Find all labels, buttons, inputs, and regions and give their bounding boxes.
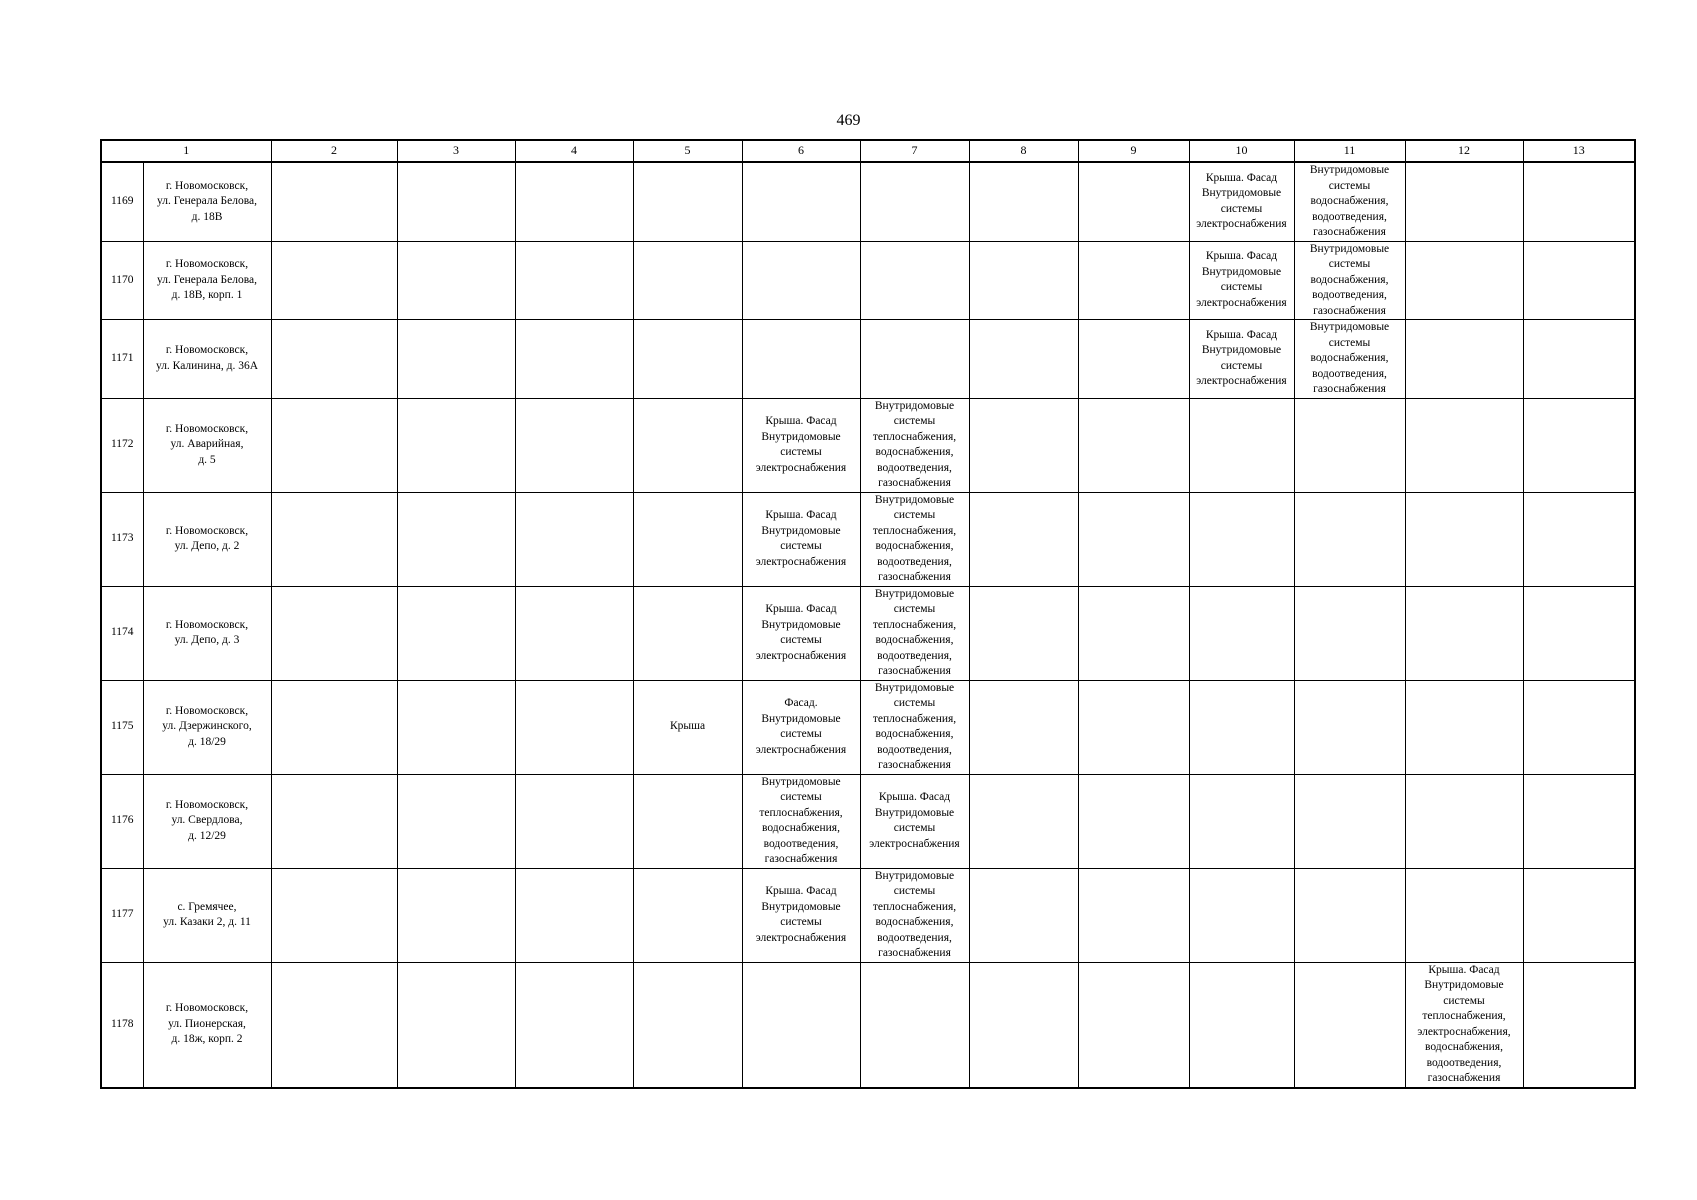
- work-cell-col-7: [860, 586, 969, 680]
- work-text: Крыша. Фасад Внутридомовые системы электроснабжения: [755, 415, 847, 474]
- work-cell-col-10: [1189, 868, 1294, 962]
- work-text: Крыша. Фасад Внутридомовые системы электроснабжения: [755, 603, 847, 662]
- work-cell-col-10: [1189, 962, 1294, 1088]
- work-cell-col-9: [1078, 586, 1189, 680]
- header-cell: 12: [1405, 140, 1523, 162]
- address-text: г. Новомосковск, ул. Аварийная, д. 5: [165, 422, 249, 466]
- work-text: Внутридомовые системы теплоснабжения, водоснабжения, водоотведения, газоснабжения: [872, 587, 957, 677]
- work-cell-col-2: [271, 241, 397, 320]
- work-cell-col-11: [1294, 492, 1405, 586]
- work-cell-col-10: [1189, 320, 1294, 399]
- work-cell-col-7: [860, 398, 969, 492]
- work-cell-col-4: [515, 962, 633, 1088]
- row-number: 1173: [101, 492, 143, 586]
- work-cell-col-4: [515, 398, 633, 492]
- work-cell-col-3: [397, 962, 515, 1088]
- work-cell-col-2: [271, 868, 397, 962]
- work-cell-col-4: [515, 680, 633, 774]
- address-cell: [143, 492, 271, 586]
- work-cell-col-13: [1523, 398, 1635, 492]
- work-cell-col-8: [969, 162, 1078, 241]
- work-cell-col-6: [742, 398, 860, 492]
- work-text: Крыша. Фасад Внутридомовые системы электроснабжения: [1196, 171, 1287, 231]
- work-cell-col-8: [969, 868, 1078, 962]
- work-cell-col-12: [1405, 398, 1523, 492]
- work-text: Крыша. Фасад Внутридомовые системы теплоснабжения, электроснабжения, водоснабжения, водоотведения, газоснабжения: [1417, 963, 1511, 1084]
- work-cell-col-7: [860, 492, 969, 586]
- work-text: Крыша. Фасад Внутридомовые системы электроснабжения: [1196, 250, 1287, 309]
- header-cell: 6: [742, 140, 860, 162]
- work-cell-col-11: [1294, 774, 1405, 868]
- work-cell-col-11: [1294, 162, 1405, 241]
- work-cell-col-4: [515, 162, 633, 241]
- row-number: 1178: [101, 962, 143, 1088]
- work-cell-col-2: [271, 680, 397, 774]
- header-cell: 1: [101, 140, 271, 162]
- work-cell-col-13: [1523, 320, 1635, 399]
- work-cell-col-6: [742, 586, 860, 680]
- work-cell-col-12: [1405, 162, 1523, 241]
- work-cell-col-3: [397, 162, 515, 241]
- work-cell-col-3: [397, 586, 515, 680]
- table-row: [101, 492, 1635, 586]
- table-row: [101, 320, 1635, 399]
- work-cell-col-12: [1405, 680, 1523, 774]
- work-cell-col-8: [969, 586, 1078, 680]
- work-cell-col-9: [1078, 162, 1189, 241]
- address-text: с. Гремячее, ул. Казаки 2, д. 11: [163, 900, 251, 928]
- work-cell-col-2: [271, 774, 397, 868]
- work-cell-col-8: [969, 962, 1078, 1088]
- work-cell-col-9: [1078, 774, 1189, 868]
- work-cell-col-8: [969, 680, 1078, 774]
- row-number: 1172: [101, 398, 143, 492]
- work-cell-col-8: [969, 774, 1078, 868]
- address-cell: [143, 962, 271, 1088]
- work-cell-col-12: [1405, 774, 1523, 868]
- work-cell-col-3: [397, 492, 515, 586]
- table-row: [101, 241, 1635, 320]
- work-cell-col-9: [1078, 680, 1189, 774]
- header-cell: 2: [271, 140, 397, 162]
- work-cell-col-12: [1405, 868, 1523, 962]
- work-text: Крыша. Фасад Внутридомовые системы электроснабжения: [1196, 328, 1287, 388]
- table-row: [101, 868, 1635, 962]
- work-cell-col-3: [397, 241, 515, 320]
- address-text: г. Новомосковск, ул. Свердлова, д. 12/29: [165, 798, 249, 842]
- header-cell: 8: [969, 140, 1078, 162]
- address-cell: [143, 241, 271, 320]
- page-number: 469: [836, 112, 861, 129]
- work-cell-col-12: [1405, 320, 1523, 399]
- work-cell-col-6: [742, 774, 860, 868]
- work-cell-col-10: [1189, 492, 1294, 586]
- work-cell-col-8: [969, 320, 1078, 399]
- work-text: Крыша. Фасад Внутридомовые системы электроснабжения: [755, 509, 847, 568]
- work-text: Внутридомовые системы теплоснабжения, водоснабжения, водоотведения, газоснабжения: [872, 399, 957, 489]
- work-cell-col-7: [860, 962, 969, 1088]
- work-cell-col-7: [860, 162, 969, 241]
- work-cell-col-8: [969, 398, 1078, 492]
- work-text: Внутридомовые системы водоснабжения, водоотведения, газоснабжения: [1309, 164, 1390, 238]
- header-cell: 3: [397, 140, 515, 162]
- work-cell-col-7: [860, 241, 969, 320]
- header-cell: 5: [633, 140, 742, 162]
- work-text: Крыша. Фасад Внутридомовые системы электроснабжения: [869, 791, 960, 850]
- work-cell-col-7: [860, 774, 969, 868]
- work-cell-col-4: [515, 241, 633, 320]
- table-row: [101, 398, 1635, 492]
- work-cell-col-11: [1294, 962, 1405, 1088]
- work-cell-col-13: [1523, 680, 1635, 774]
- work-cell-col-13: [1523, 586, 1635, 680]
- work-cell-col-2: [271, 162, 397, 241]
- work-cell-col-13: [1523, 962, 1635, 1088]
- work-cell-col-12: [1405, 492, 1523, 586]
- table-body: [101, 140, 1635, 1088]
- address-cell: [143, 680, 271, 774]
- work-cell-col-10: [1189, 774, 1294, 868]
- address-text: г. Новомосковск, ул. Депо, д. 3: [165, 618, 249, 646]
- work-cell-col-9: [1078, 868, 1189, 962]
- work-text: Внутридомовые системы теплоснабжения, водоснабжения, водоотведения, газоснабжения: [759, 775, 843, 865]
- work-cell-col-9: [1078, 320, 1189, 399]
- address-text: г. Новомосковск, ул. Дзержинского, д. 18/29: [162, 704, 252, 748]
- work-cell-col-13: [1523, 162, 1635, 241]
- address-cell: [143, 586, 271, 680]
- address-text: г. Новомосковск, ул. Генерала Белова, д. 18В: [157, 179, 257, 223]
- row-number: 1169: [101, 162, 143, 241]
- work-cell-col-13: [1523, 868, 1635, 962]
- work-cell-col-8: [969, 241, 1078, 320]
- address-cell: [143, 162, 271, 241]
- work-text: Крыша. Фасад Внутридомовые системы электроснабжения: [755, 885, 847, 944]
- address-cell: [143, 774, 271, 868]
- work-cell-col-3: [397, 398, 515, 492]
- work-cell-col-10: [1189, 586, 1294, 680]
- work-cell-col-2: [271, 586, 397, 680]
- work-cell-col-6: [742, 680, 860, 774]
- header-cell: 11: [1294, 140, 1405, 162]
- work-cell-col-6: [742, 492, 860, 586]
- work-cell-col-11: [1294, 586, 1405, 680]
- work-text: Внутридомовые системы теплоснабжения, водоснабжения, водоотведения, газоснабжения: [872, 493, 957, 583]
- work-cell-col-11: [1294, 680, 1405, 774]
- work-cell-col-9: [1078, 241, 1189, 320]
- row-number: 1171: [101, 320, 143, 399]
- work-cell-col-13: [1523, 492, 1635, 586]
- work-cell-col-3: [397, 320, 515, 399]
- work-cell-col-12: [1405, 586, 1523, 680]
- row-number: 1175: [101, 680, 143, 774]
- work-cell-col-3: [397, 680, 515, 774]
- work-cell-col-11: [1294, 398, 1405, 492]
- work-cell-col-6: [742, 962, 860, 1088]
- header-cell: 13: [1523, 140, 1635, 162]
- work-cell-col-9: [1078, 398, 1189, 492]
- work-text: Внутридомовые системы водоснабжения, водоотведения, газоснабжения: [1309, 242, 1390, 317]
- work-cell-col-10: [1189, 162, 1294, 241]
- address-cell: [143, 398, 271, 492]
- work-cell-col-4: [515, 868, 633, 962]
- work-cell-col-6: [742, 320, 860, 399]
- table-row: [101, 774, 1635, 868]
- work-cell-col-7: [860, 868, 969, 962]
- work-text: Фасад. Внутридомовые системы электроснабжения: [755, 697, 847, 756]
- work-text: Внутридомовые системы теплоснабжения, водоснабжения, водоотведения, газоснабжения: [872, 681, 957, 771]
- address-text: г. Новомосковск, ул. Генерала Белова, д. 18В, корп. 1: [157, 258, 257, 301]
- address-text: г. Новомосковск, ул. Пионерская, д. 18ж, корп. 2: [165, 1002, 249, 1046]
- address-text: г. Новомосковск, ул. Калинина, д. 36А: [155, 344, 259, 372]
- work-cell-col-10: [1189, 680, 1294, 774]
- work-cell-col-5: [633, 962, 742, 1088]
- work-cell-col-13: [1523, 241, 1635, 320]
- work-cell-col-6: [742, 241, 860, 320]
- work-cell-col-4: [515, 492, 633, 586]
- work-cell-col-11: [1294, 241, 1405, 320]
- header-cell: 4: [515, 140, 633, 162]
- work-cell-col-4: [515, 586, 633, 680]
- work-text: Внутридомовые системы теплоснабжения, водоснабжения, водоотведения, газоснабжения: [872, 869, 957, 959]
- address-text: г. Новомосковск, ул. Депо, д. 2: [165, 524, 249, 552]
- row-number: 1170: [101, 241, 143, 320]
- work-cell-col-10: [1189, 398, 1294, 492]
- header-cell: 7: [860, 140, 969, 162]
- work-cell-col-10: [1189, 241, 1294, 320]
- repair-schedule-table: [100, 139, 1636, 1089]
- work-cell-col-5: [633, 320, 742, 399]
- work-cell-col-3: [397, 774, 515, 868]
- work-cell-col-11: [1294, 868, 1405, 962]
- work-cell-col-5: [633, 586, 742, 680]
- work-cell-col-12: [1405, 241, 1523, 320]
- table-row: [101, 680, 1635, 774]
- work-text: Внутридомовые системы водоснабжения, водоотведения, газоснабжения: [1309, 321, 1390, 395]
- header-row: [101, 140, 1635, 162]
- header-cell: 10: [1189, 140, 1294, 162]
- work-cell-col-11: [1294, 320, 1405, 399]
- work-cell-col-4: [515, 774, 633, 868]
- work-cell-col-12: [1405, 962, 1523, 1088]
- work-cell-col-5: [633, 398, 742, 492]
- work-cell-col-5: [633, 492, 742, 586]
- work-cell-col-8: [969, 492, 1078, 586]
- work-cell-col-7: [860, 320, 969, 399]
- work-cell-col-4: [515, 320, 633, 399]
- row-number: 1177: [101, 868, 143, 962]
- work-cell-col-5: [633, 241, 742, 320]
- table-row: [101, 162, 1635, 241]
- work-cell-col-9: [1078, 492, 1189, 586]
- table-row: [101, 586, 1635, 680]
- table-row: [101, 962, 1635, 1088]
- work-cell-col-6: [742, 868, 860, 962]
- work-cell-col-7: [860, 680, 969, 774]
- work-cell-col-2: [271, 962, 397, 1088]
- row-number: 1174: [101, 586, 143, 680]
- work-cell-col-6: [742, 162, 860, 241]
- header-cell: 9: [1078, 140, 1189, 162]
- row-number: 1176: [101, 774, 143, 868]
- work-cell-col-5: [633, 774, 742, 868]
- work-cell-col-5: [633, 162, 742, 241]
- work-text: Крыша: [669, 720, 706, 733]
- work-cell-col-13: [1523, 774, 1635, 868]
- address-cell: [143, 868, 271, 962]
- work-cell-col-2: [271, 320, 397, 399]
- work-cell-col-2: [271, 398, 397, 492]
- work-cell-col-5: [633, 868, 742, 962]
- work-cell-col-9: [1078, 962, 1189, 1088]
- work-cell-col-2: [271, 492, 397, 586]
- work-cell-col-5: [633, 680, 742, 774]
- address-cell: [143, 320, 271, 399]
- work-cell-col-3: [397, 868, 515, 962]
